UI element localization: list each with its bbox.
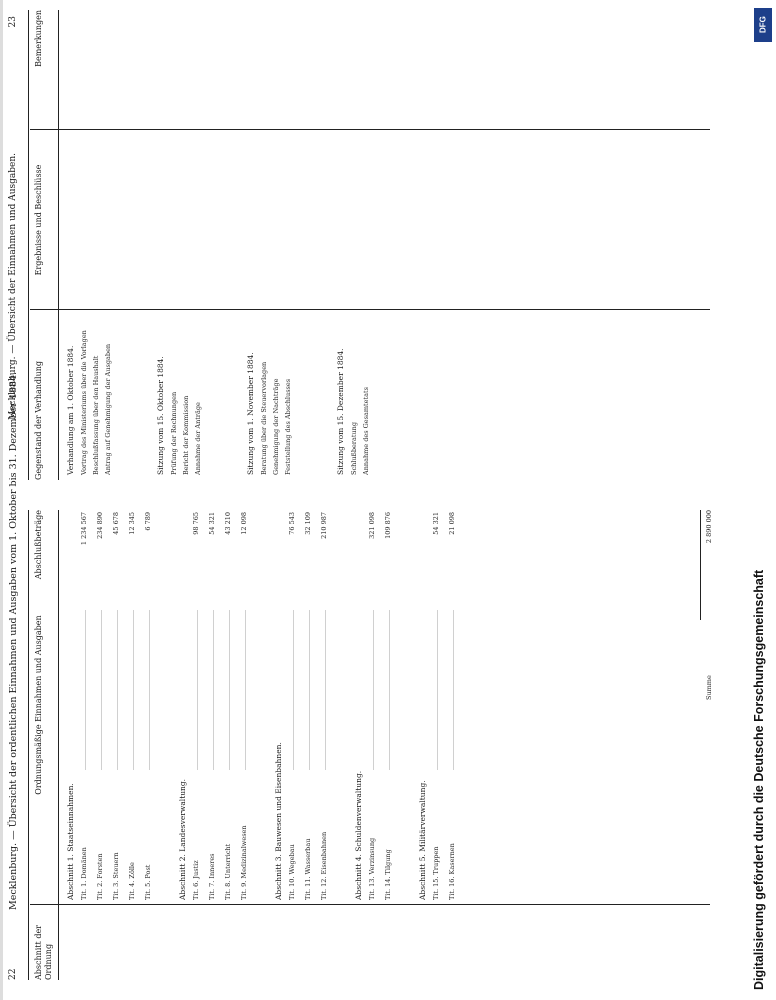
left-entry: Tit. 9. Medizinalwesen (240, 825, 248, 900)
left-entry: Tit. 1. Domänen (80, 847, 88, 900)
dotted-leader (293, 610, 294, 770)
left-column-divider (30, 904, 710, 905)
left-value: 54 321 (208, 512, 216, 535)
left-entry: Tit. 8. Unterricht (224, 843, 232, 900)
left-entry: Tit. 15. Truppen (432, 846, 440, 900)
right-block-heading: Sitzung vom 15. Dezember 1884. (336, 348, 345, 475)
left-entry: Tit. 13. Verzinsung (368, 837, 376, 900)
left-value: 21 098 (448, 512, 456, 535)
left-entry: Tit. 12. Eisenbahnen (320, 831, 328, 900)
right-block-line: Antrag auf Genehmigung der Ausgaben (104, 343, 112, 475)
dotted-leader (213, 610, 214, 770)
left-page-header (6, 371, 26, 980)
dotted-leader (117, 610, 118, 770)
dotted-leader (101, 610, 102, 770)
left-value: 12 098 (240, 512, 248, 535)
left-entry: Tit. 3. Steuern (112, 852, 120, 900)
left-page-number: 22 (8, 968, 18, 980)
left-value: 6 789 (144, 512, 152, 531)
right-block-line: Prüfung der Rechnungen (170, 391, 178, 475)
left-value: 45 678 (112, 512, 120, 535)
dotted-leader (149, 610, 150, 770)
right-col-header-2: Ergebnisse und Beschlüsse (34, 164, 43, 276)
right-block-line: Genehmigung der Nachträge (272, 378, 280, 475)
totals-label: Summe (705, 675, 713, 700)
left-value: 98 765 (192, 512, 200, 535)
left-running-title: Mecklenburg. — Übersicht der ordentlichen Einnahmen und Ausgaben vom 1. Oktober bis 31. Dezember 1884. (8, 371, 19, 910)
left-value: 32 109 (304, 512, 312, 535)
header-rule-left (28, 510, 29, 980)
right-column-divider-1 (30, 309, 710, 310)
left-entry: Tit. 10. Wegebau (288, 844, 296, 900)
dfg-banner-text: Digitalisierung gefördert durch die Deutsche Forschungsgemeinschaft (752, 569, 766, 990)
left-section-heading: Abschnitt 3. Bauwesen und Eisenbahnen. (274, 742, 283, 900)
left-entry: Tit. 14. Tilgung (384, 849, 392, 900)
left-entry: Tit. 4. Zölle (128, 862, 136, 900)
right-col-header-3: Bemerkungen (34, 10, 43, 67)
dotted-leader (389, 610, 390, 770)
right-block-line: Beratung über die Steuervorlagen (260, 361, 268, 475)
right-block-heading: Sitzung vom 1. November 1884. (246, 352, 255, 475)
left-value: 210 987 (320, 512, 328, 539)
colhdr-rule-left (58, 510, 59, 980)
left-value: 54 321 (432, 512, 440, 535)
left-value: 109 876 (384, 512, 392, 539)
dotted-leader (453, 610, 454, 770)
dotted-leader (245, 610, 246, 770)
left-value: 234 890 (96, 512, 104, 539)
left-section-heading: Abschnitt 2. Landesverwaltung. (178, 778, 187, 900)
dfg-logo: DFG (754, 8, 772, 42)
dotted-leader (373, 610, 374, 770)
left-entry: Tit. 11. Wasserbau (304, 838, 312, 900)
left-value: 43 210 (224, 512, 232, 535)
dotted-leader (197, 610, 198, 770)
left-entry: Tit. 16. Kasernen (448, 843, 456, 900)
dotted-leader (437, 610, 438, 770)
right-running-title: Mecklenburg. — Übersicht der Einnahmen und Ausgaben. (8, 153, 18, 420)
dotted-leader (325, 610, 326, 770)
right-block-line: Beschlußfassung über den Haushalt (92, 355, 100, 475)
right-block-heading: Verhandlung am 1. Oktober 1884. (66, 345, 75, 475)
colhdr-rule-right (58, 10, 59, 480)
dfg-banner (748, 0, 776, 1000)
dotted-leader (133, 610, 134, 770)
left-entry: Tit. 6. Justiz (192, 860, 200, 900)
left-section-heading: Abschnitt 1. Staatseinnahmen. (66, 783, 75, 900)
right-page-number: 23 (8, 16, 18, 28)
left-value: 321 098 (368, 512, 376, 539)
left-entry: Tit. 7. Inneres (208, 853, 216, 900)
right-block-line: Annahme des Gesamtetats (362, 387, 370, 475)
left-section-heading: Abschnitt 5. Militärverwaltung. (418, 780, 427, 900)
right-col-header-1: Gegenstand der Verhandlung (34, 360, 43, 480)
right-block-line: Feststellung des Abschlusses (284, 378, 292, 475)
left-col-header-2: Ordnungsmäßige Einnahmen und Ausgaben (34, 615, 43, 795)
left-section-heading: Abschnitt 4. Schuldenverwaltung. (354, 770, 363, 900)
right-block-line: Schlußberatung (350, 421, 358, 475)
left-entry: Tit. 5. Post (144, 864, 152, 900)
left-value: 1 234 567 (80, 512, 88, 546)
right-block-line: Annahme der Anträge (194, 402, 202, 475)
totals-rule (700, 510, 701, 620)
left-col-header-1: Abschnitt der Ordnung (34, 925, 53, 980)
totals-value: 2 890 000 (705, 510, 713, 544)
right-page-header (6, 10, 26, 480)
header-rule-right (28, 10, 29, 480)
left-value: 76 543 (288, 512, 296, 535)
dotted-leader (229, 610, 230, 770)
left-col-header-3: Abschlußbeträge (34, 510, 43, 580)
left-entry: Tit. 2. Forsten (96, 853, 104, 900)
right-block-line: Bericht der Kommission (182, 395, 190, 475)
dotted-leader (85, 610, 86, 770)
right-column-divider-2 (30, 129, 710, 130)
right-block-heading: Sitzung vom 15. Oktober 1884. (156, 356, 165, 475)
dotted-leader (309, 610, 310, 770)
left-value: 12 345 (128, 512, 136, 535)
right-block-line: Vortrag des Ministeriums über die Vorlagen (80, 330, 88, 475)
